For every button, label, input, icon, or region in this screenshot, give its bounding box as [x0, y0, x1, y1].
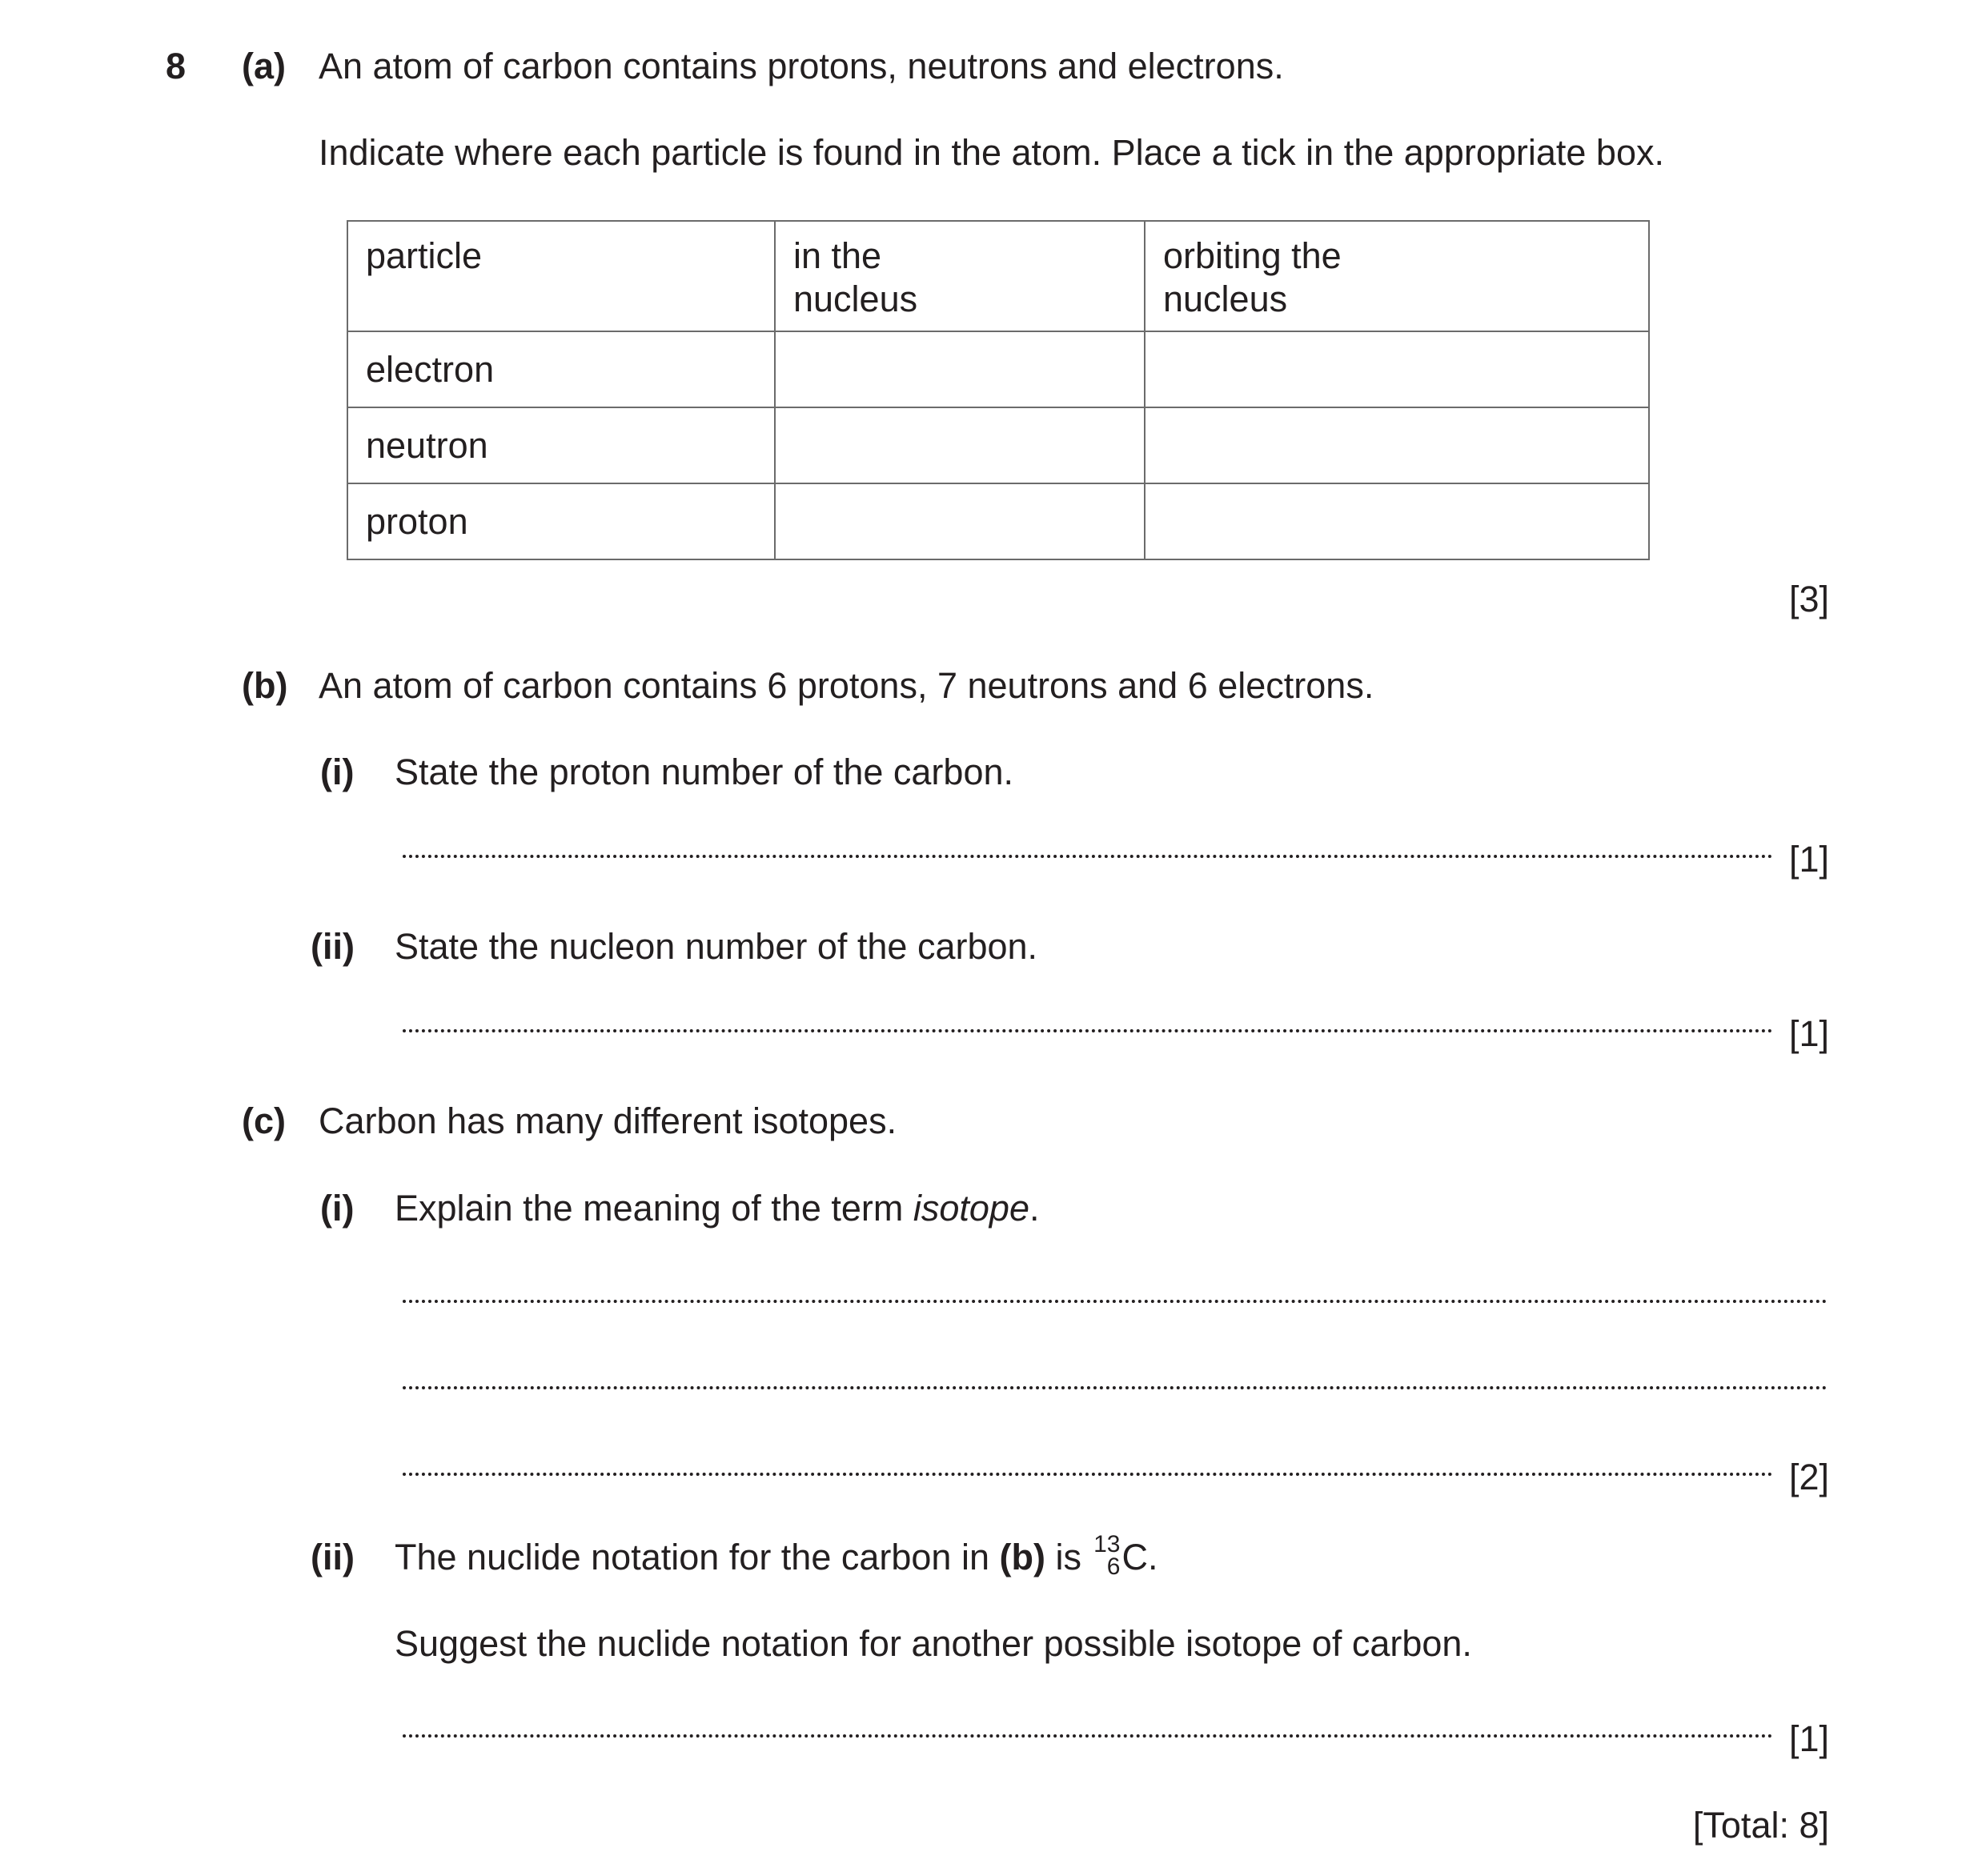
table-row — [347, 407, 1649, 483]
part-b-label: (b) — [242, 665, 288, 706]
nuclide-symbol: C — [1121, 1537, 1148, 1577]
part-b-i-label: (i) — [320, 752, 355, 792]
nuclide-atomic-number: 6 — [1106, 1553, 1121, 1580]
part-a-marks: [3] — [1788, 579, 1829, 619]
cell-particle: electron — [347, 331, 775, 407]
total-marks: [Total: 8] — [1692, 1805, 1829, 1846]
tick-box-in-nucleus-proton[interactable] — [775, 483, 1145, 559]
part-b-ii-question: State the nucleon number of the carbon. — [395, 926, 1038, 967]
part-b-reference: (b) — [999, 1537, 1045, 1577]
part-c-ii-text: The nuclide notation for the carbon in — [395, 1537, 1000, 1577]
part-c-ii-instruction: Suggest the nuclide notation for another possible isotope of carbon. — [395, 1623, 1472, 1664]
term-isotope: isotope — [913, 1188, 1029, 1229]
table-row — [347, 331, 1649, 407]
part-a-label: (a) — [242, 46, 286, 86]
tick-box-orbiting-electron[interactable] — [1145, 331, 1649, 407]
part-c-i-marks: [2] — [1788, 1457, 1829, 1497]
tick-box-orbiting-neutron[interactable] — [1145, 407, 1649, 483]
part-b-i-marks: [1] — [1788, 839, 1829, 880]
part-c-label: (c) — [242, 1100, 286, 1141]
part-c-ii-question — [395, 1531, 1158, 1580]
answer-line-c-i-2[interactable] — [403, 1383, 1828, 1389]
part-c-ii-label: (ii) — [311, 1537, 355, 1577]
tick-box-orbiting-proton[interactable] — [1145, 483, 1649, 559]
part-b-ii-marks: [1] — [1788, 1013, 1829, 1054]
cell-particle: proton — [347, 483, 775, 559]
part-b-ii-label: (ii) — [311, 926, 355, 967]
answer-line-b-i[interactable] — [403, 852, 1773, 858]
header-particle: particle — [347, 221, 775, 331]
answer-line-c-i-3[interactable] — [403, 1469, 1773, 1476]
tick-box-in-nucleus-neutron[interactable] — [775, 407, 1145, 483]
table-row — [347, 483, 1649, 559]
nuclide-notation — [1091, 1531, 1121, 1580]
part-a-stem: An atom of carbon contains protons, neutrons and electrons. — [319, 46, 1284, 86]
header-in-nucleus: in the nucleus — [775, 221, 1145, 331]
answer-line-b-ii[interactable] — [403, 1026, 1773, 1032]
cell-particle: neutron — [347, 407, 775, 483]
table-header-row — [347, 221, 1649, 331]
answer-line-c-ii[interactable] — [403, 1731, 1773, 1738]
part-c-i-text: Explain the meaning of the term — [395, 1188, 913, 1229]
part-c-ii-marks: [1] — [1788, 1718, 1829, 1759]
part-c-stem: Carbon has many different isotopes. — [319, 1100, 897, 1141]
tick-box-in-nucleus-electron[interactable] — [775, 331, 1145, 407]
part-c-i-label: (i) — [320, 1188, 355, 1229]
particle-table — [347, 220, 1650, 560]
part-c-i-question — [395, 1188, 1040, 1229]
part-c-ii-text-is: is — [1045, 1537, 1092, 1577]
question-number: 8 — [166, 46, 187, 86]
header-orbiting-nucleus: orbiting the nucleus — [1145, 221, 1649, 331]
nuclide-punct: . — [1147, 1537, 1158, 1577]
nuclide-mass-number: 13 — [1093, 1531, 1121, 1557]
part-c-i-punct: . — [1029, 1188, 1040, 1229]
part-b-stem: An atom of carbon contains 6 protons, 7 neutrons and 6 electrons. — [319, 665, 1374, 706]
part-b-i-question: State the proton number of the carbon. — [395, 752, 1013, 792]
part-a-instruction: Indicate where each particle is found in the atom. Place a tick in the appropriate box. — [319, 132, 1664, 173]
answer-line-c-i-1[interactable] — [403, 1297, 1828, 1303]
